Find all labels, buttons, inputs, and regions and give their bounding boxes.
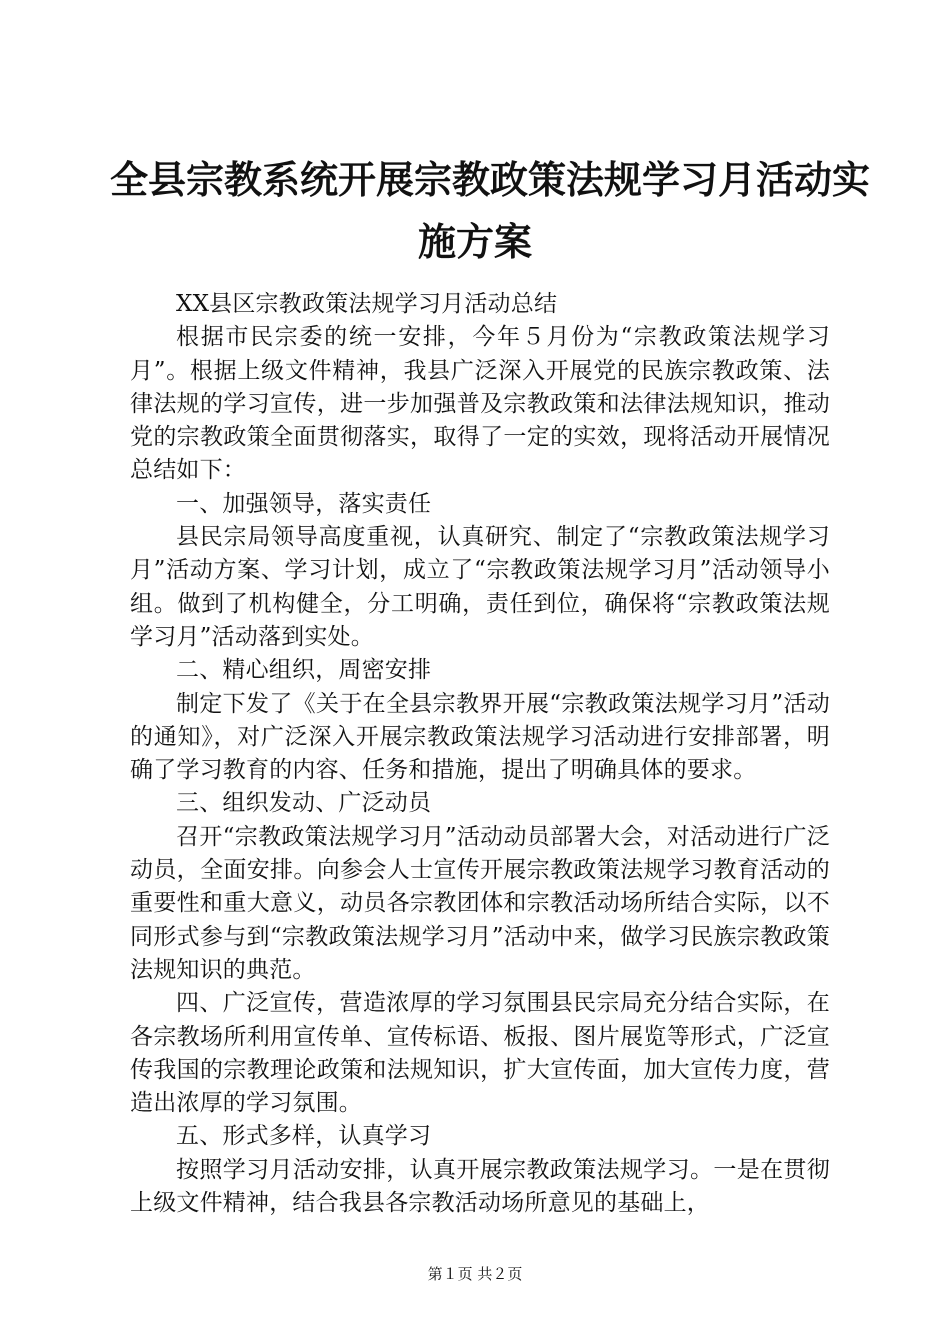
section-heading-5: 五、形式多样，认真学习 — [176, 1123, 432, 1150]
paragraph-section-5: 按照学习月活动安排，认真开展宗教政策法规学习。一是在贯彻上级文件精神，结合我县各宗教活动场所意见的基础上， — [130, 1156, 830, 1217]
paragraph-section-2: 制定下发了《关于在全县宗教界开展“宗教政策法规学习月”活动的通知》，对广泛深入开展宗教政策法规学习活动进行安排部署，明确了学习教育的内容、任务和措施，提出了明确具体的要求。 — [130, 690, 830, 784]
paragraph-subtitle: XX县区宗教政策法规学习月活动总结 — [176, 291, 558, 317]
document-title-line-2: 施方案 — [417, 219, 532, 264]
section-heading-1: 一、加强领导，落实责任 — [176, 490, 432, 517]
document-title-line-1: 全县宗教系统开展宗教政策法规学习月活动实 — [110, 157, 871, 202]
paragraph-section-1: 县民宗局领导高度重视，认真研究、制定了“宗教政策法规学习月”活动方案、学习计划，成立了“宗教政策法规学习月”活动领导小组。做到了机构健全，分工明确，责任到位，确保将“宗教政策法规学习月”活动落到实处。 — [130, 524, 830, 650]
paragraph-intro: 根据市民宗委的统一安排，今年５月份为“宗教政策法规学习月”。根据上级文件精神，我县广泛深入开展党的民族宗教政策、法律法规的学习宣传，进一步加强普及宗教政策和法律法规知识，推动党的宗教政策全面贯彻落实，取得了一定的实效，现将活动开展情况总结如下： — [130, 324, 830, 484]
document-body — [130, 288, 830, 1220]
paragraph-section-4: 四、广泛宣传，营造浓厚的学习氛围县民宗局充分结合实际，在各宗教场所利用宣传单、宣传标语、板报、图片展览等形式，广泛宣传我国的宗教理论政策和法规知识，扩大宣传面，加大宣传力度，营造出浓厚的学习氛围。 — [130, 990, 830, 1117]
paragraph-section-3: 召开“宗教政策法规学习月”活动动员部署大会，对活动进行广泛动员，全面安排。向参会人士宣传开展宗教政策法规学习教育活动的重要性和重大意义，动员各宗教团体和宗教活动场所结合实际，以不同形式参与到“宗教政策法规学习月”活动中来，做学习民族宗教政策法规知识的典范。 — [130, 823, 830, 983]
section-heading-2: 二、精心组织，周密安排 — [176, 657, 432, 684]
section-heading-3: 三、组织发动、广泛动员 — [176, 790, 432, 817]
page-number-footer: 第１页 共２页 — [427, 1265, 523, 1283]
